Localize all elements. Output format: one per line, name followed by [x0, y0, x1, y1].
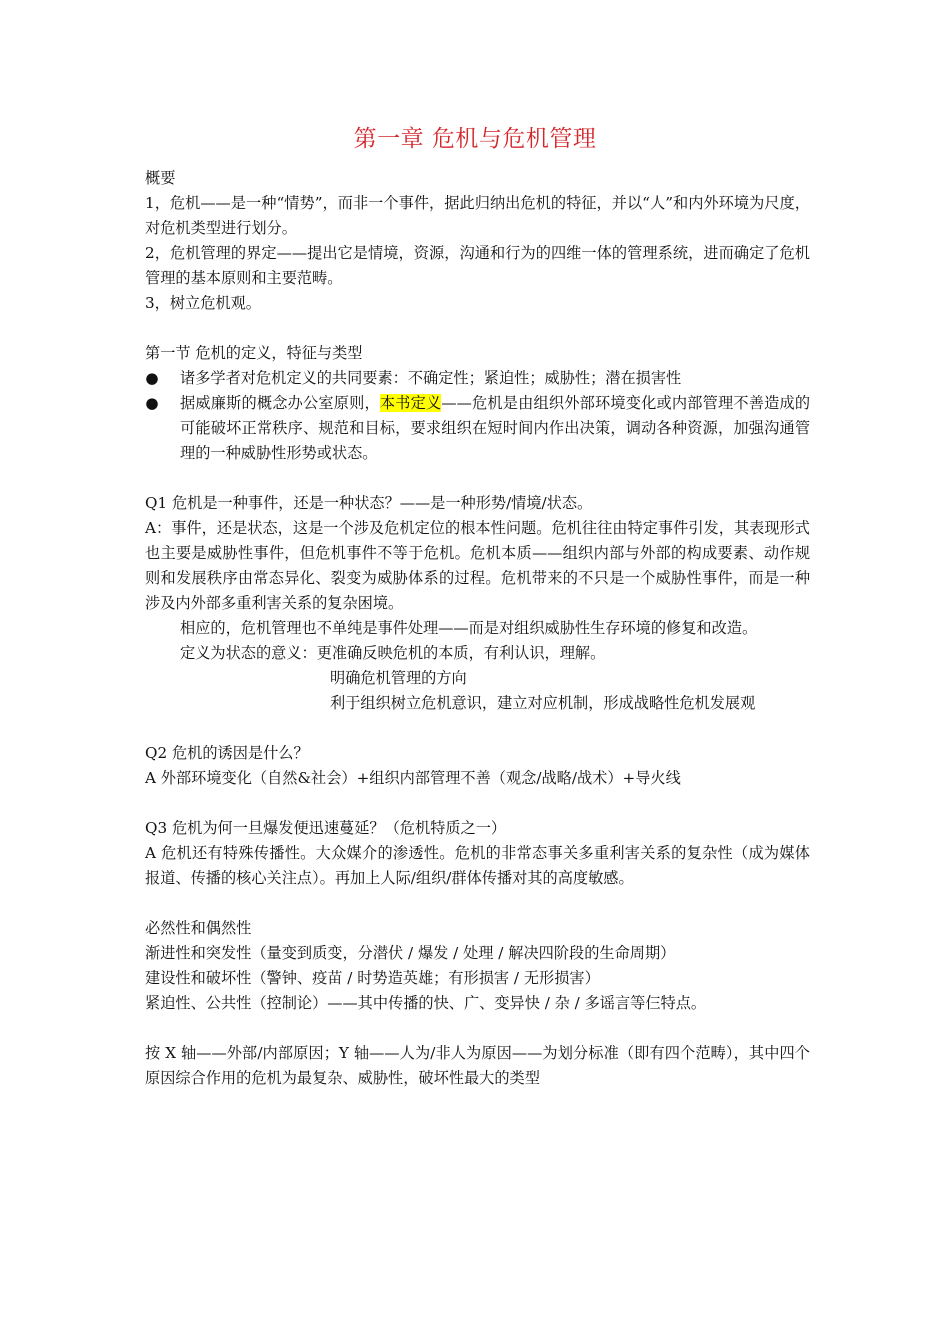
trait-line-2: 渐进性和突发性（量变到质变，分潜伏 / 爆发 / 处理 / 解决四阶段的生命周期）	[145, 944, 676, 962]
overview-heading: 概要	[145, 169, 176, 187]
q2-answer: A 外部环境变化（自然&社会）+组织内部管理不善（观念/战略/战术）+导火线	[145, 769, 681, 787]
axis-classification: 按 X 轴——外部/内部原因；Y 轴——人为/非人为原因——为划分标准（即有四个范畴），其中四个原因综合作用的危机为最复杂、威胁性，破坏性最大的类型	[145, 1044, 810, 1087]
q1-line-5: 利于组织树立危机意识，建立对应机制，形成战略性危机发展观	[330, 694, 756, 712]
spacer	[145, 791, 810, 816]
bullet-dot-icon: ●	[145, 394, 159, 412]
q2-question: Q2 危机的诱因是什么？	[145, 744, 309, 762]
q3-question: Q3 危机为何一旦爆发便迅速蔓延？（危机特质之一）	[145, 819, 507, 837]
q1-question: Q1 危机是一种事件，还是一种状态？——是一种形势/情境/状态。	[145, 494, 593, 512]
bullet-item-2	[145, 391, 810, 466]
highlighted-definition: 本书定义	[379, 394, 442, 412]
bullet-text-post: ——危机是由组织外部环境变化或内部管理不善造成的可能破坏正常秩序、规范和目标，要求组织在短时间内作出决策，调动各种资源，加强沟通管理的一种威胁性形势或状态。	[180, 394, 810, 462]
document-body	[145, 166, 810, 1091]
overview-item-3: 3，树立危机观。	[145, 294, 261, 312]
bullet-dot-icon: ●	[145, 369, 159, 387]
trait-line-1: 必然性和偶然性	[145, 919, 252, 937]
bullet-text: 诸多学者对危机定义的共同要素：不确定性；紧迫性；威胁性；潜在损害性	[180, 369, 682, 387]
spacer	[145, 466, 810, 491]
q1-line-4: 明确危机管理的方向	[330, 669, 467, 687]
bullet-text-pre: 据威廉斯的概念办公室原则，	[180, 394, 380, 412]
q1-line-2: 相应的，危机管理也不单纯是事件处理——而是对组织威胁性生存环境的修复和改造。	[180, 619, 758, 637]
spacer	[145, 1016, 810, 1041]
spacer	[145, 716, 810, 741]
trait-line-3: 建设性和破坏性（警钟、疫苗 / 时势造英雄；有形损害 / 无形损害）	[145, 969, 600, 987]
trait-line-4: 紧迫性、公共性（控制论）——其中传播的快、广、变异快 / 杂 / 多谣言等仨特点。	[145, 994, 707, 1012]
overview-item-1: 1，危机——是一种“情势”，而非一个事件，据此归纳出危机的特征，并以“人”和内外环境为尺度，对危机类型进行划分。	[145, 194, 810, 237]
q3-answer: A 危机还有特殊传播性。大众媒介的渗透性。危机的非常态事关多重利害关系的复杂性（成为媒体报道、传播的核心关注点）。再加上人际/组织/群体传播对其的高度敏感。	[145, 844, 810, 887]
q1-line-3: 定义为状态的意义：更准确反映危机的本质，有利认识，理解。	[180, 644, 606, 662]
spacer	[145, 891, 810, 916]
section-heading: 第一节 危机的定义，特征与类型	[145, 344, 363, 362]
overview-item-2: 2，危机管理的界定——提出它是情境，资源，沟通和行为的四维一体的管理系统，进而确定了危机管理的基本原则和主要范畴。	[145, 244, 810, 287]
bullet-item-1	[145, 366, 810, 391]
q1-answer: A：事件，还是状态，这是一个涉及危机定位的根本性问题。危机往往由特定事件引发，其表现形式也主要是威胁性事件，但危机事件不等于危机。危机本质——组织内部与外部的构成要素、动作规则和发展秩序由常态异化、裂变为威胁体系的过程。危机带来的不只是一个威胁性事件，而是一种涉及内外部多重利害关系的复杂困境。	[145, 519, 810, 612]
spacer	[145, 316, 810, 341]
chapter-title: 第一章 危机与危机管理	[353, 126, 597, 152]
